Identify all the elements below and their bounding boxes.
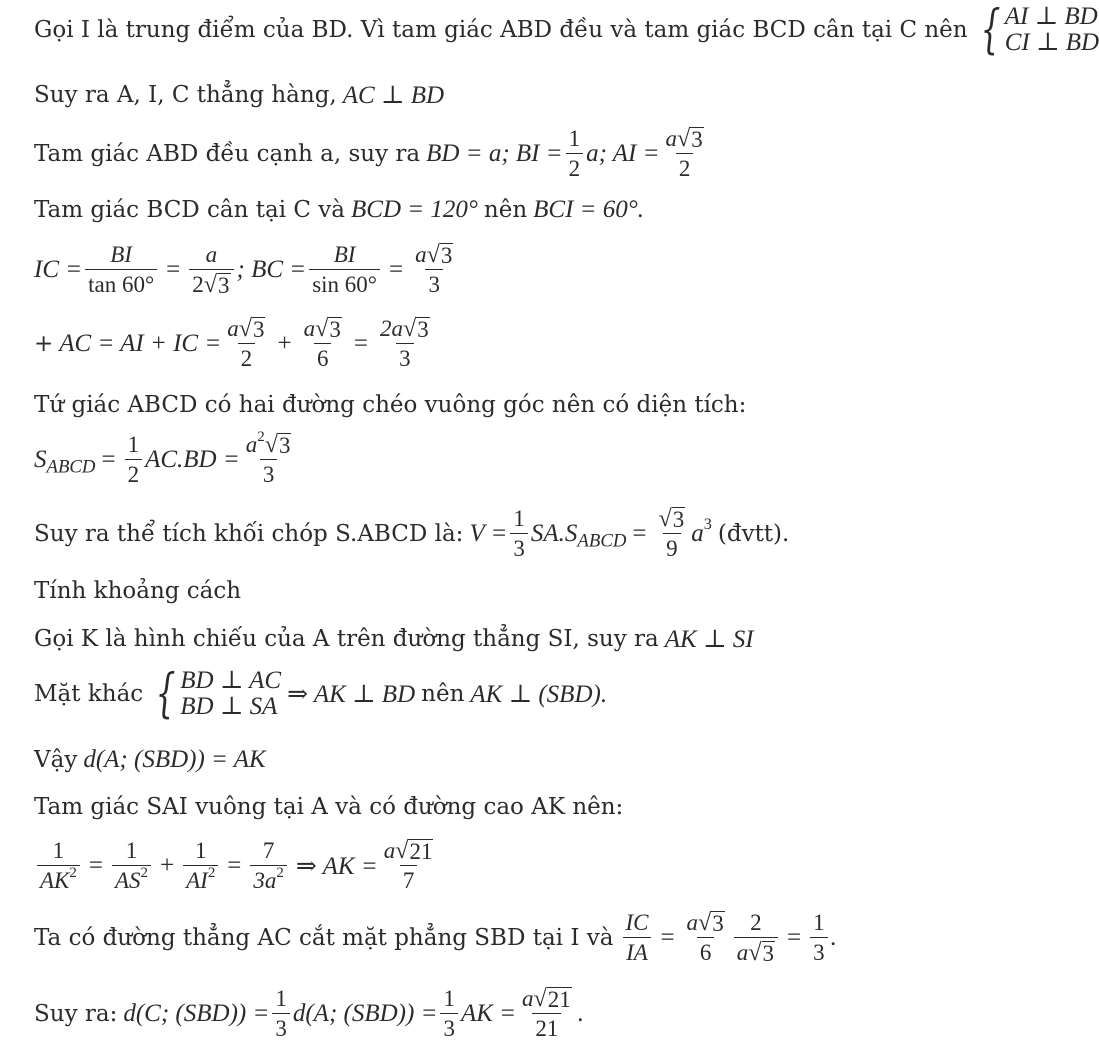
- system-bd: { BD ⊥ AC BD ⊥ SA: [155, 664, 282, 725]
- fraction-half: $\frac{1}{2}$: [566, 126, 584, 183]
- line-4-math-2: BCI = 60°.: [533, 196, 645, 223]
- line-12-text-1: Mặt khác: [34, 681, 144, 708]
- line-7-text: Tứ giác ABCD có hai đường chéo vuông góc nên có diện tích:: [34, 392, 747, 418]
- line-11: [34, 624, 754, 654]
- line-9-math-3: $a^3$: [691, 515, 712, 548]
- line-5-math-1: IC =: [34, 256, 83, 284]
- line-15-math-1: ⇒ AK =: [295, 853, 378, 881]
- line-9: Suy ra thể tích khối chóp S.ABCD là: V = $\frac{1}{3}$ $SA.S_{ABCD}$ = √ 3 9 $a^3$ (đvtt).: [34, 505, 790, 562]
- line-4-text-2: nên: [483, 197, 528, 223]
- line-11-math: AK ⊥ SI: [664, 626, 754, 653]
- line-17-math-3: AK =: [460, 1000, 517, 1028]
- line-15: $\frac{1}{AK^2}$ = $\frac{1}{AS^2}$ + $\frac{1}{AI^2}$ = $\frac{7}{3a^2}$ ⇒ AK = a √ 21 7: [34, 838, 439, 895]
- line-10: [34, 578, 241, 604]
- line-6-math-1: AC = AI + IC =: [59, 330, 222, 358]
- line-12-text-2: nên: [421, 681, 465, 708]
- line-17-math-2: d(A; (SBD)) =: [292, 1000, 438, 1028]
- fraction-ia-inv: 2 a √ 3: [734, 910, 778, 967]
- line-3-text: Tam giác ABD đều cạnh a, suy ra: [34, 141, 421, 168]
- line-17: Suy ra: d(C; (SBD)) = $\frac{1}{3}$ d(A; (SBD)) = $\frac{1}{3}$ AK = a √ 21 21 .: [34, 985, 585, 1042]
- line-5-math-2: ; BC =: [236, 256, 307, 284]
- system-bd-row-2: BD ⊥ SA: [180, 693, 278, 721]
- fraction-ac-value: 2a √ 3 3: [379, 315, 429, 372]
- fraction-ak-value: a √ 21 7: [383, 837, 433, 894]
- line-2-text: Suy ra A, I, C thẳng hàng,: [34, 82, 337, 108]
- fraction-volume: √ 3 9: [658, 505, 685, 562]
- fraction-ic-ia: $\frac{IC}{IA}$: [622, 910, 651, 967]
- line-14: [34, 794, 623, 820]
- fraction-ai: a √ 3 2: [665, 125, 703, 182]
- line-8-math-1: AC.BD =: [145, 446, 240, 474]
- system-row-2: CI ⊥ BD: [1004, 29, 1099, 57]
- line-9-text-2: (đvtt).: [717, 521, 790, 548]
- line-2: [34, 80, 444, 110]
- system-row-1: AI ⊥ BD: [1004, 3, 1098, 30]
- line-16: Ta có đường thẳng AC cắt mặt phẳng SBD tại I và $\frac{IC}{IA}$ = a √ 3 6 2 a √ 3 = $\frac{1}{3}$ .: [34, 909, 837, 967]
- area-symbol: $S_{ABCD}$: [34, 446, 96, 479]
- line-14-text: Tam giác SAI vuông tại A và có đường cao AK nên:: [34, 794, 624, 820]
- fraction-area-value: $a^2$ √ 3 3: [245, 428, 291, 488]
- line-4-text-1: Tam giác BCD cân tại C và: [34, 197, 346, 223]
- system-perpendicular: { AI ⊥ BD CI ⊥ BD: [980, 0, 1099, 61]
- fraction-ic-len: a √ 3 6: [686, 909, 724, 966]
- line-7: [34, 392, 746, 418]
- line-17-math-1: d(C; (SBD)) =: [123, 1000, 270, 1028]
- line-3-math-2: a; AI =: [586, 140, 660, 168]
- fraction-third-a: $\frac{1}{3}$: [272, 986, 290, 1043]
- fraction-bi-tan: $\frac{BI}{\tan 60^\circ}$: [85, 242, 157, 299]
- line-2-math: AC ⊥ BD: [342, 82, 445, 109]
- line-1: [34, 0, 1099, 61]
- line-8: $S_{ABCD}$ = $\frac{1}{2}$ AC.BD = $a^2$ √ 3 3: [34, 432, 297, 489]
- line-6: + AC = AI + IC = a √ 3 2 + a √ 3 6 = 2a √ 3 3: [34, 316, 436, 373]
- line-1-text: Gọi I là trung điểm của BD. Vì tam giác ABD đều và tam giác BCD cân tại C nên: [34, 17, 968, 44]
- line-13-math: d(A; (SBD)) = AK: [83, 746, 266, 773]
- line-9-math-1: V =: [469, 520, 508, 548]
- line-3: [34, 126, 710, 183]
- fraction-ai-value: a √ 3 2: [227, 315, 265, 372]
- fraction-inv-ak2: $\frac{1}{AK^2}$: [37, 838, 80, 895]
- fraction-ratio-third: $\frac{1}{3}$: [810, 910, 828, 967]
- line-5: IC = $\frac{BI}{\tan 60^\circ}$ = a 2 √ 3 ; BC = $\frac{BI}{\sin 60^\circ}$ = a √ 3 3: [34, 242, 459, 299]
- line-12: [34, 664, 608, 725]
- fraction-bi-sin: $\frac{BI}{\sin 60^\circ}$: [309, 242, 380, 299]
- fraction-third: $\frac{1}{3}$: [510, 506, 528, 563]
- fraction-third-b: $\frac{1}{3}$: [440, 986, 458, 1043]
- line-4-math-1: BCD = 120°: [351, 196, 478, 223]
- fraction-7-3a2: $\frac{7}{3a^2}$: [250, 838, 286, 895]
- line-12-math-2: AK ⊥ (SBD).: [470, 681, 608, 709]
- line-6-plus: +: [34, 331, 54, 358]
- line-12-math-1: ⇒ AK ⊥ BD: [287, 681, 416, 709]
- line-17-text: Suy ra:: [34, 1001, 118, 1028]
- system-bd-row-1: BD ⊥ AC: [180, 667, 282, 694]
- fraction-distance: a √ 21 21: [522, 985, 571, 1042]
- line-9-math-2: $SA.S_{ABCD}$: [530, 520, 627, 553]
- line-9-text: Suy ra thể tích khối chóp S.ABCD là:: [34, 521, 464, 548]
- line-10-text: Tính khoảng cách: [34, 578, 242, 604]
- line-16-text: Ta có đường thẳng AC cắt mặt phẳng SBD tại I và: [34, 925, 614, 952]
- line-13: [34, 746, 266, 774]
- line-11-text: Gọi K là hình chiếu của A trên đường thẳng SI, suy ra: [34, 626, 659, 652]
- fraction-inv-as2: $\frac{1}{AS^2}$: [112, 838, 151, 895]
- fraction-inv-ai2: $\frac{1}{AI^2}$: [183, 838, 218, 895]
- fraction-bc: a √ 3 3: [415, 241, 453, 298]
- fraction-a-2sqrt3: a 2 √ 3: [189, 242, 233, 299]
- line-13-text: Vậy: [34, 747, 78, 773]
- line-3-math-1: BD = a; BI =: [426, 140, 563, 168]
- fraction-half-area: $\frac{1}{2}$: [125, 432, 143, 489]
- fraction-ic-value: a √ 3 6: [303, 315, 341, 372]
- line-4: [34, 196, 644, 224]
